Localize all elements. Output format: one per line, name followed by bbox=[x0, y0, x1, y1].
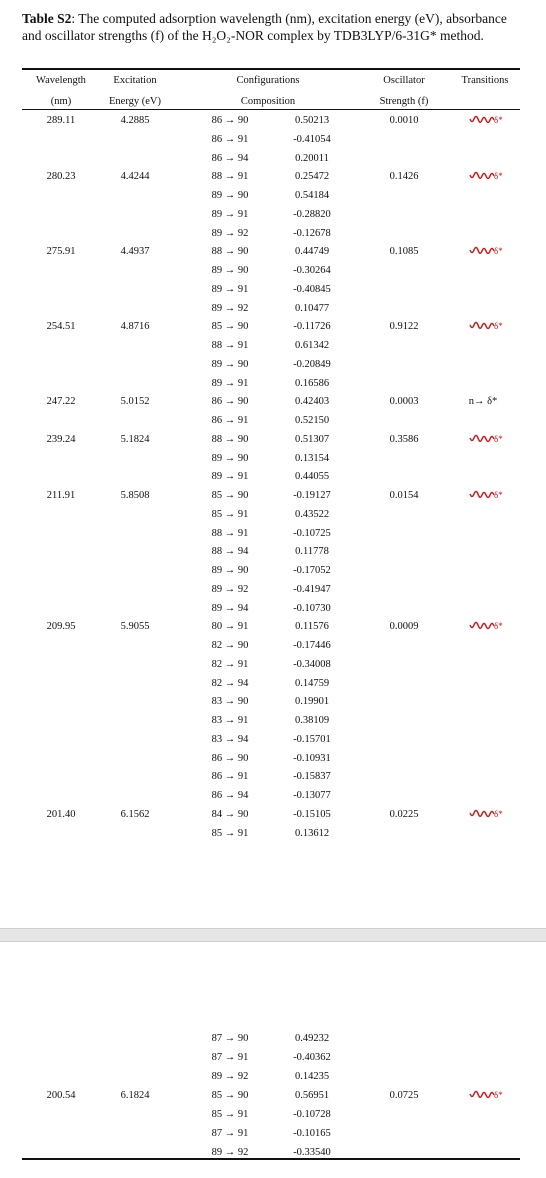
configuration-cell: 85 → 90 bbox=[211, 321, 249, 333]
wavelength-cell: 211.91 bbox=[46, 490, 76, 501]
oscillator-cell: 0.0003 bbox=[389, 396, 419, 408]
composition-cell: 0.16586 bbox=[294, 377, 330, 389]
excitation-cell: 5.0152 bbox=[120, 396, 150, 408]
configuration-cell: 89 → 90 bbox=[211, 265, 249, 276]
header-oscillator: Oscillator bbox=[383, 75, 425, 86]
configuration-cell: 89 → 91 bbox=[211, 283, 249, 295]
configuration-cell: 83 → 91 bbox=[211, 715, 249, 726]
excitation-cell: 5.8508 bbox=[120, 490, 150, 501]
configuration-cell: 85 → 91 bbox=[211, 508, 249, 520]
composition-cell: -0.13077 bbox=[293, 790, 331, 801]
configuration-cell: 85 → 91 bbox=[211, 1109, 249, 1120]
configuration-cell: 87 → 91 bbox=[211, 1052, 249, 1063]
oscillator-cell: 0.3586 bbox=[389, 433, 419, 445]
configuration-cell: 86 → 90 bbox=[211, 752, 249, 764]
excitation-cell: 5.1824 bbox=[120, 433, 150, 445]
composition-cell: 0.54184 bbox=[294, 190, 330, 201]
header-transitions: Transitions bbox=[461, 75, 509, 86]
page-break bbox=[0, 928, 546, 942]
configuration-cell: 82 → 90 bbox=[211, 640, 249, 651]
wavelength-cell: 254.51 bbox=[46, 321, 76, 333]
wavelength-cell: 247.22 bbox=[46, 396, 76, 408]
composition-cell: -0.10165 bbox=[293, 1128, 331, 1139]
composition-cell: 0.50213 bbox=[294, 115, 330, 126]
composition-cell: -0.15701 bbox=[293, 733, 331, 745]
composition-cell: -0.41947 bbox=[293, 583, 331, 595]
composition-cell: 0.11778 bbox=[295, 546, 329, 558]
configuration-cell: 86 → 91 bbox=[211, 771, 249, 783]
composition-cell: -0.15105 bbox=[293, 808, 331, 820]
composition-cell: 0.38109 bbox=[294, 715, 330, 726]
table-bottom-rule bbox=[22, 1158, 520, 1160]
configuration-cell: 89 → 91 bbox=[211, 471, 249, 483]
pi-to-pi-star-icon bbox=[468, 434, 504, 446]
header-oscillator-unit: Strength (f) bbox=[379, 96, 429, 107]
composition-cell: -0.19127 bbox=[293, 490, 331, 501]
oscillator-cell: 0.0725 bbox=[389, 1090, 419, 1101]
configuration-cell: 86 → 91 bbox=[211, 133, 249, 145]
table-top-rule bbox=[22, 68, 520, 70]
configuration-cell: 88 → 91 bbox=[211, 171, 249, 183]
oscillator-cell: 0.1085 bbox=[389, 246, 419, 258]
configuration-cell: 82 → 94 bbox=[211, 677, 249, 689]
wavelength-cell: 209.95 bbox=[46, 621, 76, 633]
excitation-cell: 4.8716 bbox=[120, 321, 150, 333]
excitation-cell: 6.1562 bbox=[120, 808, 150, 820]
composition-cell: -0.40845 bbox=[293, 283, 331, 295]
configuration-cell: 86 → 94 bbox=[211, 790, 249, 801]
svg-text:δ*: δ* bbox=[494, 115, 503, 125]
pi-to-pi-star-icon bbox=[468, 1090, 504, 1102]
oscillator-cell: 0.1426 bbox=[389, 171, 419, 183]
header-rule bbox=[22, 109, 520, 110]
composition-cell: -0.10728 bbox=[293, 1109, 331, 1120]
composition-cell: 0.56951 bbox=[294, 1090, 330, 1101]
composition-cell: -0.40362 bbox=[293, 1052, 331, 1063]
pi-to-pi-star-icon bbox=[468, 246, 504, 258]
header-excitation-unit: Energy (eV) bbox=[109, 96, 161, 107]
svg-text:δ*: δ* bbox=[494, 490, 503, 500]
configuration-cell: 84 → 90 bbox=[211, 808, 249, 820]
configuration-cell: 85 → 90 bbox=[211, 490, 249, 501]
composition-cell: 0.44055 bbox=[294, 471, 330, 483]
excitation-cell: 4.2885 bbox=[120, 115, 150, 126]
composition-cell: 0.20011 bbox=[295, 152, 329, 164]
configuration-cell: 89 → 92 bbox=[211, 1147, 249, 1158]
composition-cell: -0.34008 bbox=[293, 658, 331, 670]
composition-cell: -0.17052 bbox=[293, 565, 331, 576]
excitation-cell: 4.4937 bbox=[120, 246, 150, 258]
header-excitation: Excitation bbox=[113, 75, 157, 86]
configuration-cell: 88 → 90 bbox=[211, 246, 249, 258]
composition-cell: -0.10725 bbox=[293, 527, 331, 539]
header-configurations: Configurations bbox=[236, 75, 300, 86]
svg-text:δ*: δ* bbox=[494, 1090, 503, 1100]
composition-cell: 0.51307 bbox=[294, 433, 330, 445]
configuration-cell: 86 → 91 bbox=[211, 415, 249, 426]
wavelength-cell: 201.40 bbox=[46, 808, 76, 820]
excitation-cell: 5.9055 bbox=[120, 621, 150, 633]
wavelength-cell: 275.91 bbox=[46, 246, 76, 258]
pi-to-pi-star-icon bbox=[468, 321, 504, 333]
transition-cell: n→ δ* bbox=[468, 396, 498, 408]
composition-cell: 0.61342 bbox=[294, 340, 330, 351]
caption-text: : The computed adsorption wavelength (nm), excitation energy (eV), absorbance and oscillator strengths (f) of the H₂O₂-NOR complex by TDB3LYP/6-31G* method. bbox=[22, 11, 507, 43]
pi-to-pi-star-icon bbox=[468, 809, 504, 821]
configuration-cell: 89 → 94 bbox=[211, 602, 249, 614]
configuration-cell: 89 → 90 bbox=[211, 565, 249, 576]
caption-label: Table S2 bbox=[22, 11, 72, 26]
configuration-cell: 88 → 91 bbox=[211, 340, 249, 351]
composition-cell: 0.13612 bbox=[294, 827, 330, 839]
wavelength-cell: 280.23 bbox=[46, 171, 76, 183]
configuration-cell: 89 → 92 bbox=[211, 302, 249, 314]
oscillator-cell: 0.0225 bbox=[389, 808, 419, 820]
composition-cell: -0.10730 bbox=[293, 602, 331, 614]
configuration-cell: 88 → 90 bbox=[211, 433, 249, 445]
configuration-cell: 85 → 91 bbox=[211, 827, 249, 839]
configuration-cell: 89 → 91 bbox=[211, 377, 249, 389]
oscillator-cell: 0.0010 bbox=[389, 115, 419, 126]
wavelength-cell: 239.24 bbox=[46, 433, 76, 445]
oscillator-cell: 0.9122 bbox=[389, 321, 419, 333]
composition-cell: 0.13154 bbox=[294, 452, 330, 464]
composition-cell: -0.15837 bbox=[293, 771, 331, 783]
configuration-cell: 89 → 91 bbox=[211, 208, 249, 220]
pi-to-pi-star-icon bbox=[468, 490, 504, 502]
svg-text:δ*: δ* bbox=[494, 171, 503, 182]
composition-cell: 0.44749 bbox=[294, 246, 330, 258]
composition-cell: 0.43522 bbox=[294, 508, 330, 520]
configuration-cell: 89 → 90 bbox=[211, 452, 249, 464]
configuration-cell: 83 → 90 bbox=[211, 696, 249, 708]
composition-cell: -0.11726 bbox=[293, 321, 331, 333]
configuration-cell: 83 → 94 bbox=[211, 733, 249, 745]
composition-cell: -0.30264 bbox=[293, 265, 331, 276]
composition-cell: 0.10477 bbox=[294, 302, 330, 314]
composition-cell: -0.41054 bbox=[293, 133, 331, 145]
configuration-cell: 87 → 90 bbox=[211, 1033, 249, 1044]
composition-cell: 0.25472 bbox=[294, 171, 330, 183]
configuration-cell: 85 → 90 bbox=[211, 1090, 249, 1101]
header-wavelength-unit: (nm) bbox=[50, 96, 72, 107]
composition-cell: -0.12678 bbox=[293, 227, 331, 239]
composition-cell: -0.17446 bbox=[293, 640, 331, 651]
svg-text:δ*: δ* bbox=[494, 621, 503, 632]
composition-cell: 0.14759 bbox=[294, 677, 330, 689]
composition-cell: 0.19901 bbox=[294, 696, 330, 708]
configuration-cell: 88 → 94 bbox=[211, 546, 249, 558]
configuration-cell: 80 → 91 bbox=[211, 621, 249, 633]
svg-text:δ*: δ* bbox=[494, 808, 503, 819]
pi-to-pi-star-icon bbox=[468, 171, 504, 183]
configuration-cell: 86 → 90 bbox=[211, 115, 249, 126]
configuration-cell: 86 → 90 bbox=[211, 396, 249, 408]
pi-to-pi-star-icon bbox=[468, 621, 504, 633]
composition-cell: -0.28820 bbox=[293, 208, 331, 220]
configuration-cell: 89 → 92 bbox=[211, 1071, 249, 1082]
header-composition: Composition bbox=[240, 96, 296, 107]
excitation-cell: 4.4244 bbox=[120, 171, 150, 183]
composition-cell: -0.20849 bbox=[293, 358, 331, 370]
svg-text:δ*: δ* bbox=[494, 246, 503, 257]
oscillator-cell: 0.0154 bbox=[389, 490, 419, 501]
excitation-cell: 6.1824 bbox=[120, 1090, 150, 1101]
composition-cell: 0.11576 bbox=[295, 621, 329, 633]
composition-cell: 0.14235 bbox=[294, 1071, 330, 1082]
wavelength-cell: 200.54 bbox=[46, 1090, 76, 1101]
composition-cell: 0.42403 bbox=[294, 396, 330, 408]
configuration-cell: 89 → 92 bbox=[211, 583, 249, 595]
composition-cell: -0.10931 bbox=[293, 752, 331, 764]
svg-text:δ*: δ* bbox=[494, 433, 503, 444]
table-caption bbox=[22, 10, 522, 44]
wavelength-cell: 289.11 bbox=[46, 115, 76, 126]
configuration-cell: 89 → 90 bbox=[211, 358, 249, 370]
pi-to-pi-star-icon bbox=[468, 115, 504, 127]
header-wavelength: Wavelength bbox=[36, 75, 86, 86]
configuration-cell: 89 → 90 bbox=[211, 190, 249, 201]
configuration-cell: 86 → 94 bbox=[211, 152, 249, 164]
configuration-cell: 89 → 92 bbox=[211, 227, 249, 239]
configuration-cell: 82 → 91 bbox=[211, 658, 249, 670]
composition-cell: 0.52150 bbox=[294, 415, 330, 426]
composition-cell: -0.33540 bbox=[293, 1147, 331, 1158]
svg-text:δ*: δ* bbox=[494, 321, 503, 332]
composition-cell: 0.49232 bbox=[294, 1033, 330, 1044]
configuration-cell: 87 → 91 bbox=[211, 1128, 249, 1139]
configuration-cell: 88 → 91 bbox=[211, 527, 249, 539]
oscillator-cell: 0.0009 bbox=[389, 621, 419, 633]
